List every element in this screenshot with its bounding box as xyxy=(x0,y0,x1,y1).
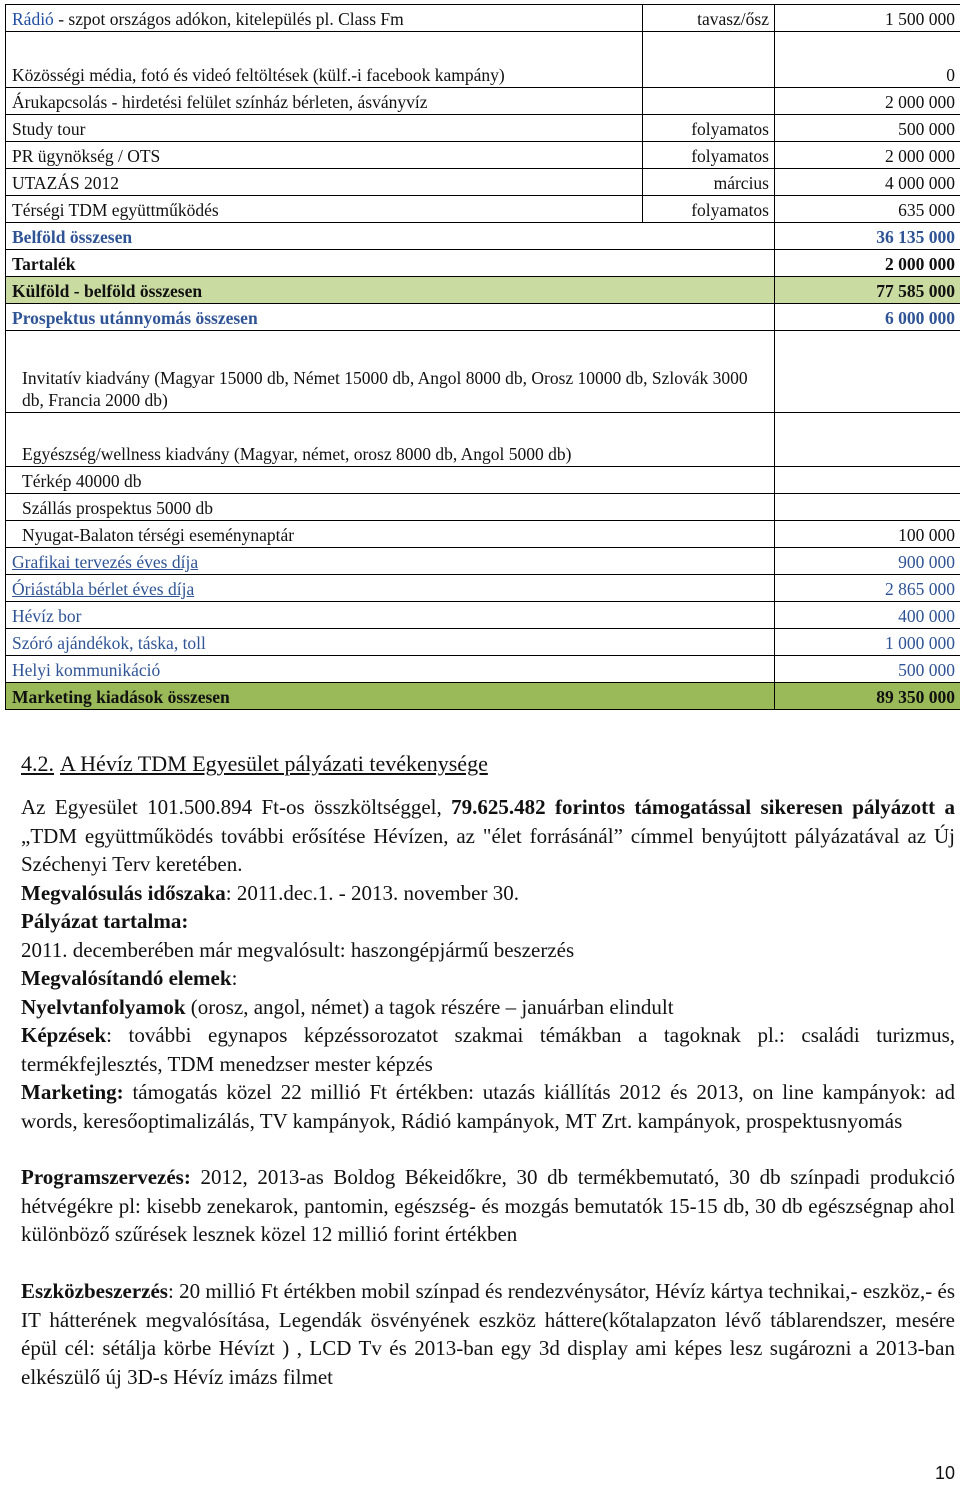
row-description: UTAZÁS 2012 xyxy=(6,169,643,196)
row-amount: 500 000 xyxy=(775,115,960,142)
paragraph-equipment xyxy=(21,1277,955,1391)
trainings-text: : további egynapos képzéssorozatot szakmai témákban a tagoknak pl.: családi turizmus, termékfejlesztés, TDM menedzser mester képzés xyxy=(21,1023,955,1076)
row-description: Külföld - belföld összesen xyxy=(6,277,775,304)
row-description: Óriástábla bérlet éves díja xyxy=(6,575,775,602)
table-row xyxy=(6,196,960,223)
table-row xyxy=(6,521,960,548)
paragraph-marketing xyxy=(21,1078,955,1135)
programs-text: 2012, 2013-as Boldog Békeidőkre, 30 db termékbemutató, 30 db színpadi produkció hétvégékre pl: kisebb zenekarok, pantomin, egészség- és mozgás bemutatók 15-15 db, 30 db egészségnap ahol különböző szűrések lesznek közel 12 millió forint értékben xyxy=(21,1165,955,1247)
paragraph-period xyxy=(21,879,955,908)
trainings-label: Képzések xyxy=(21,1023,107,1047)
row-amount: 6 000 000 xyxy=(775,304,960,331)
marketing-budget-table xyxy=(5,4,960,710)
table-row xyxy=(6,467,960,494)
total-row xyxy=(6,277,960,304)
row-description: Szállás prospektus 5000 db xyxy=(6,494,775,521)
row-amount: 77 585 000 xyxy=(775,277,960,304)
equipment-text: : 20 millió Ft értékben mobil színpad és rendezvénysátor, Hévíz kártya technikai,- eszköz,- és IT hátterének megvalósítása, Legendák ösvényének eszköz háttere(kőtalapzaton lévő táblarendszer, mesére épül cél: sétálja körbe Hévízt ) , LCD Tv és 2013-ban egy 3d display ami képes lesz sugározni a 2013-ban elkészülő új 3D-s Hévíz imázs filmet xyxy=(21,1279,955,1389)
paragraph-trainings xyxy=(21,1021,955,1078)
programs-label: Programszervezés: xyxy=(21,1165,191,1189)
row-description: Marketing kiadások összesen xyxy=(6,683,775,710)
row-amount: 0 xyxy=(775,32,960,88)
row-description: Grafikai tervezés éves díja xyxy=(6,548,775,575)
grand-total-row xyxy=(6,683,960,710)
row-timing xyxy=(643,88,775,115)
row-amount: 1 500 000 xyxy=(775,5,960,32)
row-description: Hévíz bor xyxy=(6,602,775,629)
period-label: Megvalósulás időszaka xyxy=(21,881,226,905)
row-amount: 500 000 xyxy=(775,656,960,683)
marketing-label: Marketing: xyxy=(21,1080,124,1104)
row-description-highlight: Rádió xyxy=(12,9,54,29)
page-number: 10 xyxy=(934,1463,955,1483)
row-timing: március xyxy=(643,169,775,196)
table-row xyxy=(6,656,960,683)
table-row xyxy=(6,32,960,88)
row-description: PR ügynökség / OTS xyxy=(6,142,643,169)
paragraph-content-heading xyxy=(21,907,955,936)
row-description: Szóró ajándékok, táska, toll xyxy=(6,629,775,656)
row-amount: 2 865 000 xyxy=(775,575,960,602)
elements-label: Megvalósítandó elemek xyxy=(21,966,232,990)
section-number: 4.2. xyxy=(21,751,54,776)
table-row xyxy=(6,629,960,656)
section-title-text: A Hévíz TDM Egyesület pályázati tevékenysége xyxy=(60,751,488,776)
row-amount: 900 000 xyxy=(775,548,960,575)
row-amount: 4 000 000 xyxy=(775,169,960,196)
table-row xyxy=(6,115,960,142)
row-amount: 2 000 000 xyxy=(775,88,960,115)
row-description xyxy=(6,5,643,32)
row-amount: 36 135 000 xyxy=(775,223,960,250)
table-row xyxy=(6,494,960,521)
row-description: Térkép 40000 db xyxy=(6,467,775,494)
row-timing: folyamatos xyxy=(643,115,775,142)
row-timing: folyamatos xyxy=(643,196,775,223)
row-timing xyxy=(643,32,775,88)
table-row xyxy=(6,88,960,115)
language-courses-text: (orosz, angol, német) a tagok részére – januárban elindult xyxy=(185,995,674,1019)
row-amount: 400 000 xyxy=(775,602,960,629)
marketing-text: támogatás közel 22 millió Ft értékben: utazás kiállítás 2012 és 2013, on line kampányok: ad words, keresőoptimalizálás, TV kampányok, Rádió kampányok, MT Zrt. kampányok, prospektusnyomás xyxy=(21,1080,955,1133)
table-row xyxy=(6,142,960,169)
paragraph-elements-heading xyxy=(21,964,955,993)
paragraph-programs xyxy=(21,1163,955,1249)
row-description: Árukapcsolás - hirdetési felület színház bérleten, ásványvíz xyxy=(6,88,643,115)
row-amount: 2 000 000 xyxy=(775,250,960,277)
row-description: Helyi kommunikáció xyxy=(6,656,775,683)
row-description: Tartalék xyxy=(6,250,775,277)
row-amount: 635 000 xyxy=(775,196,960,223)
intro-bold: 79.625.482 forintos támogatással sikeresen pályázott a xyxy=(451,795,955,819)
row-description: Prospektus utánnyomás összesen xyxy=(6,304,775,331)
row-description: Study tour xyxy=(6,115,643,142)
intro-text-rest: „TDM együttműködés további erősítése Hévízen, az "élet forrásánál” címmel benyújtott pályázatával az Új Széchenyi Terv keretében. xyxy=(21,823,955,877)
row-description: Invitatív kiadvány (Magyar 15000 db, Német 15000 db, Angol 8000 db, Orosz 10000 db, Szlovák 3000 db, Francia 2000 db) xyxy=(6,331,775,413)
row-timing: tavasz/ősz xyxy=(643,5,775,32)
row-timing: folyamatos xyxy=(643,142,775,169)
completed-text: 2011. decemberében már megvalósult: haszongépjármű beszerzés xyxy=(21,938,575,962)
row-description-text: - szpot országos adókon, kitelepülés pl. Class Fm xyxy=(53,9,404,29)
section-heading xyxy=(21,750,488,778)
row-amount xyxy=(775,413,960,467)
row-amount xyxy=(775,494,960,521)
row-description: Közösségi média, fotó és videó feltöltések (külf.-i facebook kampány) xyxy=(6,32,643,88)
content-label: Pályázat tartalma: xyxy=(21,909,189,933)
row-description: Belföld összesen xyxy=(6,223,775,250)
row-description: Nyugat-Balaton térségi eseménynaptár xyxy=(6,521,775,548)
elements-colon: : xyxy=(231,966,238,990)
reserve-row xyxy=(6,250,960,277)
paragraph-intro xyxy=(21,793,955,879)
table-row xyxy=(6,548,960,575)
intro-text: Az Egyesület 101.500.894 Ft-os összköltséggel, xyxy=(21,795,452,819)
language-courses-label: Nyelvtanfolyamok xyxy=(21,995,186,1019)
table-row xyxy=(6,5,960,32)
row-description: Térségi TDM együttműködés xyxy=(6,196,643,223)
paragraph-completed xyxy=(21,936,955,965)
period-text: : 2011.dec.1. - 2013. november 30. xyxy=(225,881,519,905)
row-description: Egyészség/wellness kiadvány (Magyar, német, orosz 8000 db, Angol 5000 db) xyxy=(6,413,775,467)
row-amount: 89 350 000 xyxy=(775,683,960,710)
table-row xyxy=(6,169,960,196)
table-row xyxy=(6,602,960,629)
paragraph-language-courses xyxy=(21,993,955,1022)
table-row xyxy=(6,575,960,602)
row-amount: 100 000 xyxy=(775,521,960,548)
row-amount xyxy=(775,331,960,413)
table-row xyxy=(6,331,960,413)
equipment-label: Eszközbeszerzés xyxy=(21,1279,168,1303)
subtotal-row xyxy=(6,304,960,331)
row-amount: 2 000 000 xyxy=(775,142,960,169)
row-amount: 1 000 000 xyxy=(775,629,960,656)
row-amount xyxy=(775,467,960,494)
table-row xyxy=(6,413,960,467)
subtotal-row xyxy=(6,223,960,250)
